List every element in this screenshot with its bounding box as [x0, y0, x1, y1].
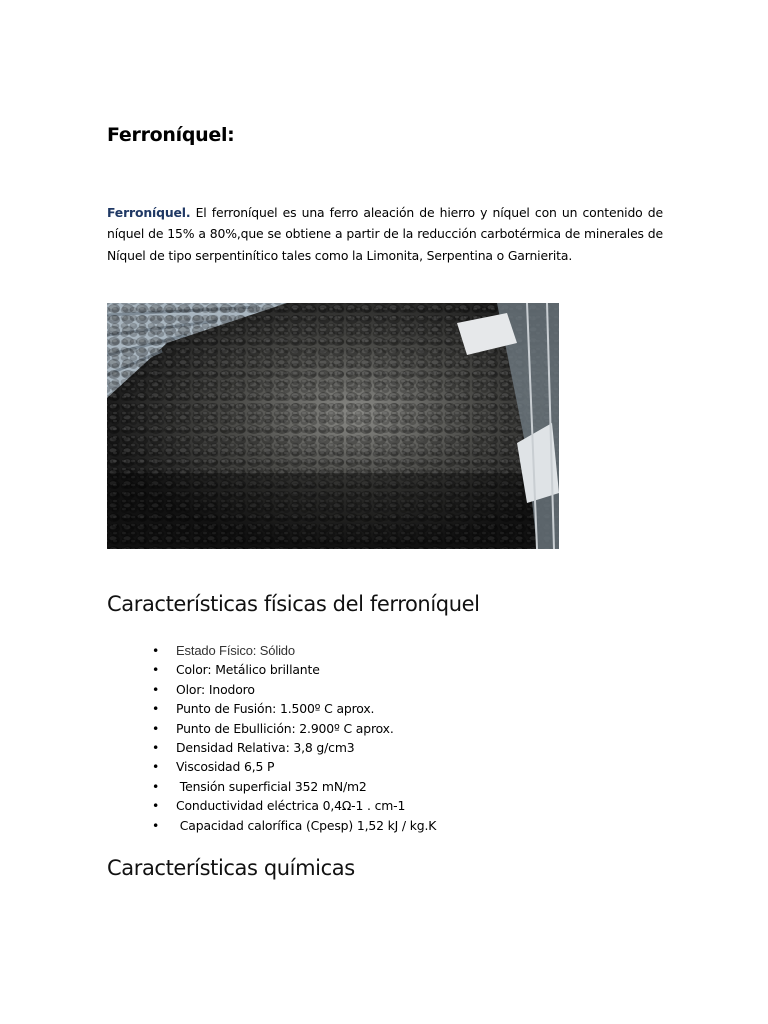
list-item: • Estado Físico: Sólido: [152, 641, 436, 660]
bullet-glyph: •: [152, 817, 160, 833]
list-item: • Punto de Ebullición: 2.900º C aprox.: [152, 719, 436, 738]
bullet-glyph: •: [152, 720, 160, 736]
bullet-glyph: •: [152, 643, 160, 658]
intro-paragraph: [107, 202, 663, 266]
list-item: • Color: Metálico brillante: [152, 660, 436, 679]
bullet-glyph: •: [152, 681, 160, 697]
page-title: Ferroníquel:: [107, 124, 235, 146]
bullet-glyph: •: [152, 798, 160, 814]
list-item: • Olor: Inodoro: [152, 680, 436, 699]
bullet-glyph: •: [152, 778, 160, 794]
list-item: • Densidad Relativa: 3,8 g/cm3: [152, 738, 436, 757]
bullet-glyph: •: [152, 701, 160, 717]
section-title-physical: Características físicas del ferroníquel: [107, 592, 480, 616]
physical-properties-list: [152, 641, 436, 835]
list-item: • Capacidad calorífica (Cpesp) 1,52 kJ / kg.K: [152, 816, 436, 835]
list-item: • Tensión superficial 352 mN/m2: [152, 777, 436, 796]
section-title-chemical: Características químicas: [107, 856, 355, 880]
list-item: • Conductividad eléctrica 0,4Ω-1 . cm-1: [152, 796, 436, 815]
bullet-glyph: •: [152, 739, 160, 755]
list-item: • Punto de Fusión: 1.500º C aprox.: [152, 699, 436, 718]
ferronickel-pellets-photo: [107, 303, 559, 549]
intro-text: El ferroníquel es una ferro aleación de hierro y níquel con un contenido de níquel de 15% a 80%,que se obtiene a partir de la reducción carbotérmica de minerales de Níquel de tipo serpentinítico tales como la Limonita, Serpentina o Garnierita.: [107, 205, 663, 263]
bullet-glyph: •: [152, 759, 160, 775]
list-item: • Viscosidad 6,5 P: [152, 757, 436, 776]
pellets-illustration: [107, 303, 559, 549]
intro-lead: Ferroníquel.: [107, 205, 191, 220]
bullet-glyph: •: [152, 662, 160, 678]
